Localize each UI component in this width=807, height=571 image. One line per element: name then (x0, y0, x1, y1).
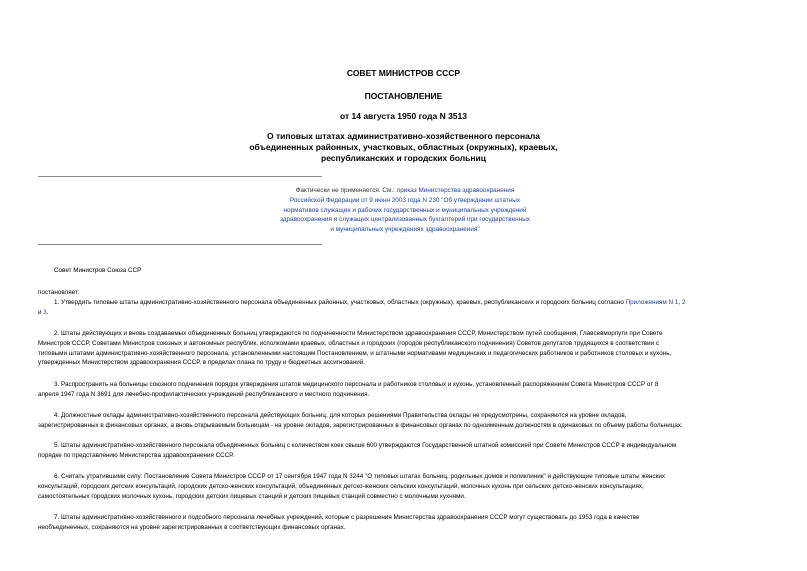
divider-top (38, 176, 322, 177)
applicability-note (240, 186, 570, 235)
note-link[interactable]: и муниципальных учреждениях здравоохранения" (330, 226, 480, 234)
appendix-2-link[interactable]: 2 (681, 299, 686, 306)
note-link[interactable]: приказ Министерства здравоохранения (396, 187, 515, 194)
paragraph-1: 1. Утвердить типовые штаты административно-хозяйственного персонала объединенных районных, участковых, областных (окружных), краевых, республиканских и городских больниц согласно Приложениям N 1, 2 и 3. (38, 299, 686, 316)
paragraph-2: 2. Штаты действующих и вновь создаваемых объединенных больниц утверждаются по подчиненности Министерством здравоохранения СССР, Министерством путей сообщения, Главсевморпути при Совете Министров СССР, Советами Министров союзных и автономных республик, исполкомами краевых, областных и городских (городов республиканского подчинения) Советов депутатов трудящихся в соответствии с типовыми штатами административно-хозяйственного персонала, установленными настоящим Постановлением, и штатными нормативами медицинских и педагогических работников и работников столовых и кухонь, утвержденных Министерством здравоохранения СССР, в пределах плана по труду и бюджетных ассигнований. (38, 330, 672, 367)
issuing-body: СОВЕТ МИНИСТРОВ СССР (346, 68, 461, 78)
note-link[interactable]: здравоохранения и служащих централизованных бухгалтерий при государственных (279, 216, 531, 224)
appendix-1-link[interactable]: Приложениям N 1 (625, 299, 679, 306)
paragraph-6: 6. Считать утратившими силу: Постановление Совета Министров СССР от 17 сентября 1947 года N 3244 "О типовых штатах больниц, родильных домов и поликлиник" и действующие типовые штаты женских консультаций, городских детских консультаций, городских детско-женских консультаций, объединенных детско-женских сельских консультаций, молочных кухонь при сельских детско-женских консультациях, самостоятельных городских молочных кухонь, городских детских пищевых станций и детских пищевых станций совместно с молочными кухнями. (38, 473, 666, 500)
paragraph-5: 5. Штаты административно-хозяйственного персонала объединенных больниц с количеством коек свыше 600 утверждаются Государственной штатной комиссией при Совете Министров СССР в индивидуальном порядке по представлению Министерства здравоохранения СССР. (38, 442, 677, 459)
appendix-3-link[interactable]: 3 (43, 308, 47, 316)
title-line: республиканских и городских больниц (321, 153, 486, 163)
divider-bottom (38, 244, 322, 245)
document-title (0, 131, 807, 164)
paragraph-7: 7. Штаты административно-хозяйственного и подсобного персонала лечебных учреждений, которые с разрешения Министерства здравоохранения СССР могут существовать до 1953 года в качестве необъединенных, сохраняются на уровне зарегистрированных в соответствующих финансовых органах. (38, 514, 640, 531)
title-line: объединенных районных, участковых, областных (окружных), краевых, (249, 142, 558, 152)
note-link[interactable]: нормативов служащих и рабочих государственных и муниципальных учреждений (283, 206, 527, 214)
issuer-line: Совет Министров Союза ССР (54, 267, 142, 274)
document-date: от 14 августа 1950 года N 3513 (340, 111, 467, 121)
paragraph-3: 3. Распространить на больницы союзного подчинения порядок утверждения штатов медицинского персонала и работников столовых и кухонь, установленный распоряжением Совета Министров СССР от 8 апреля 1947 года N 3691 для лечебно-профилактических учреждений республиканского и местного подчинения. (38, 381, 659, 398)
decrees-line: постановляет: (38, 289, 80, 296)
note-link[interactable]: Российской Федерации от 9 июня 2003 года N 230 "Об утверждении штатных (289, 196, 521, 204)
note-prefix: Фактически не применяется. См.: (295, 187, 397, 194)
document-type: ПОСТАНОВЛЕНИЕ (364, 91, 443, 101)
paragraph-4: 4. Должностные оклады административно-хозяйственного персонала действующих больниц, для которых решениями Правительства оклады не предусмотрены, сохраняются на уровне окладов, зарегистрированных в финансовых органах, а вновь открываемым больницам - на уровне окладов, зарегистрированных в финансовых органах по одноименным должностям в одинаковых по объему работы больницах. (38, 412, 683, 429)
title-line: О типовых штатах административно-хозяйственного персонала (267, 131, 540, 141)
